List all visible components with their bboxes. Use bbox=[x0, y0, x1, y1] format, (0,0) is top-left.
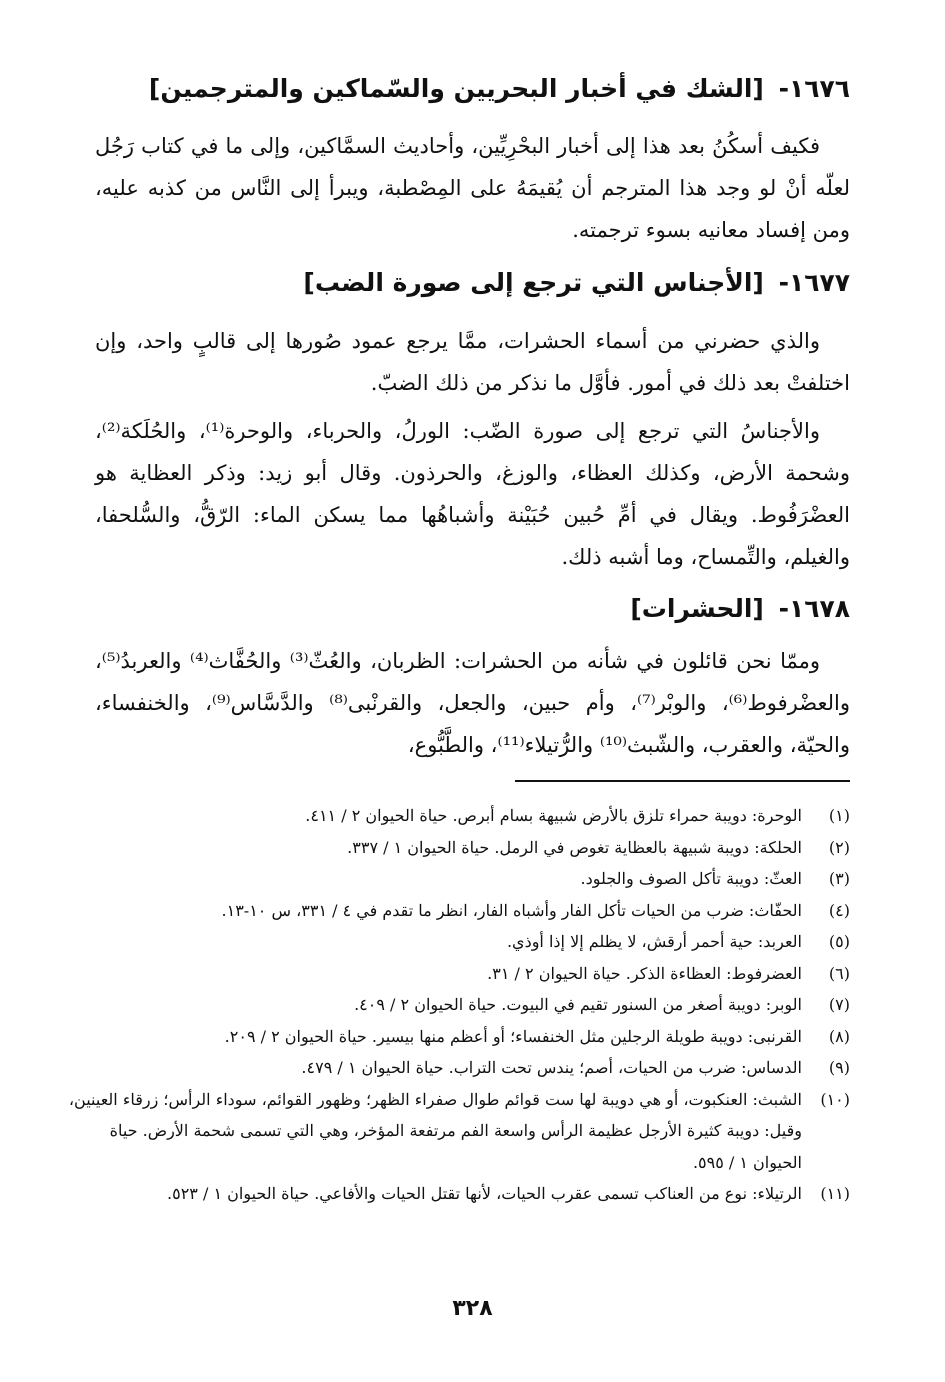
footnote bbox=[68, 1084, 850, 1179]
footnote bbox=[68, 863, 850, 895]
section-number: ١٦٧٨- bbox=[778, 594, 850, 623]
footnote-text: الدساس: ضرب من الحيات، أصم؛ يندس تحت التراب. حياة الحيوان ١ / ٤٧٩. bbox=[301, 1058, 802, 1077]
section-heading-1676 bbox=[60, 72, 850, 106]
section-title: [الحشرات] bbox=[630, 594, 764, 623]
footnote-number: (٣) bbox=[828, 869, 850, 888]
footnote-number: (٨) bbox=[828, 1026, 850, 1046]
footnote-text: الرتيلاء: نوع من العناكب تسمى عقرب الحيات، لأنها تقتل الحيات والأفاعي. حياة الحيوان ١ / ٥٢٣. bbox=[167, 1184, 802, 1203]
footnote bbox=[68, 1021, 850, 1053]
section-heading-1678 bbox=[60, 592, 850, 626]
section-number: ١٦٧٧- bbox=[778, 268, 850, 297]
footnote-number: (١٠) bbox=[820, 1089, 850, 1109]
footnote-text: الحفّاث: ضرب من الحيات تأكل الفار وأشباه الفار، انظر ما تقدم في ٤ / ٣٣١، س ١٠-١٣. bbox=[221, 900, 802, 920]
section-title: [الأجناس التي ترجع إلى صورة الضب] bbox=[303, 268, 764, 297]
footnote bbox=[68, 800, 850, 832]
footnote-number: (٦) bbox=[828, 963, 850, 983]
paragraph-text: والأجناسُ التي ترجع إلى صورة الضّب: الورلُ، والحرباء، والوحرة⁽¹⁾، والحُلَكة⁽²⁾، وشحمة الأرض، وكذلك العظاء، والوزغ، والحرذون. وقال أبو زيد: وذكر العظاية هو العضْرَفُوط. ويقال في أمِّ حُبين حُبَيْنة وأشباهُها مما يسكن الماء: الرّقُّ، والسُّلحفا، والغيلم، والتِّمساح، وما أشبه ذلك. bbox=[95, 419, 850, 569]
footnote-number: (٧) bbox=[828, 995, 850, 1014]
footnote bbox=[68, 926, 850, 958]
footnote-text: الشبث: العنكبوت، أو هي دويبة لها ست قوائم طوال صفراء الظهر؛ وظهور القوائم، سوداء الرأس؛ زرقاء العينين، وقيل: دويبة كثيرة الأرجل عظيمة الرأس واسعة الفم مرتفعة المؤخر، وهي التي تسمى شحمة الأرض. حياة الحيوان ١ / ٥٩٥. bbox=[68, 1089, 802, 1172]
footnote bbox=[68, 958, 850, 990]
section-title: [الشك في أخبار البحريين والسّماكين والمترجمين] bbox=[148, 74, 764, 103]
paragraph-text: وممّا نحن قائلون في شأنه من الحشرات: الظربان، والعُثّ⁽³⁾ والحُفَّاث⁽⁴⁾ والعربدُ⁽⁵⁾، والعضْرفوط⁽⁶⁾، والوبْر⁽⁷⁾، وأم حبين، والجعل، والقرنْبى⁽⁸⁾ والدَّسَّاس⁽⁹⁾، والخنفساء، والحيّة، والعقرب، والشّبث⁽¹⁰⁾ والرُّتيلاء⁽¹¹⁾، والطَّبُّوع، bbox=[95, 649, 850, 757]
footnote-text: العربد: حية أحمر أرقش، لا يظلم إلا إذا أوذي. bbox=[506, 932, 802, 951]
footnote-number: (٢) bbox=[828, 837, 850, 857]
paragraph bbox=[95, 320, 850, 404]
footnote-number: (١) bbox=[828, 806, 850, 825]
section-heading-1677 bbox=[60, 266, 850, 300]
paragraph bbox=[95, 410, 850, 578]
footnote-separator bbox=[515, 780, 850, 782]
footnote bbox=[68, 895, 850, 927]
paragraph bbox=[95, 640, 850, 766]
paragraph bbox=[95, 125, 850, 251]
paragraph-text: والذي حضرني من أسماء الحشرات، ممَّا يرجع عمود صُورها إلى قالبٍ واحد، وإن اختلفتْ بعد ذلك في أمور. فأوَّل ما نذكر من ذلك الضبّ. bbox=[95, 329, 850, 395]
paragraph-text: فكيف أسكُنُ بعد هذا إلى أخبار البحْرِيِّين، وأحاديث السمَّاكين، وإلى ما في كتاب رَجُل لعلّه أنْ لو وجد هذا المترجم أن يُقيمَهُ على المِصْطبة، ويبرأ إلى النَّاس من كذبه عليه، ومن إفساد معانيه بسوء ترجمته. bbox=[95, 134, 850, 242]
footnote-text: الحلكة: دويبة شبيهة بالعظاية تغوص في الرمل. حياة الحيوان ١ / ٣٣٧. bbox=[347, 837, 802, 857]
footnote bbox=[68, 989, 850, 1021]
footnote bbox=[68, 1052, 850, 1084]
footnote-number: (٩) bbox=[828, 1058, 850, 1077]
footnote-text: القرنبى: دويبة طويلة الرجلين مثل الخنفساء؛ أو أعظم منها بيسير. حياة الحيوان ٢ / ٢٠٩. bbox=[224, 1026, 802, 1046]
footnote-number: (٤) bbox=[828, 900, 850, 920]
footnote-number: (١١) bbox=[820, 1184, 850, 1203]
footnote-text: العضرفوط: العظاءة الذكر. حياة الحيوان ٢ / ٣١. bbox=[487, 963, 802, 983]
section-number: ١٦٧٦- bbox=[778, 74, 850, 103]
footnote-text: الوحرة: دويبة حمراء تلزق بالأرض شبيهة بسام أبرص. حياة الحيوان ٢ / ٤١١. bbox=[305, 806, 802, 825]
footnote-text: العثّ: دويبة تأكل الصوف والجلود. bbox=[580, 869, 802, 888]
footnote-text: الوبر: دويبة أصغر من السنور تقيم في البيوت. حياة الحيوان ٢ / ٤٠٩. bbox=[354, 995, 802, 1014]
footnote bbox=[68, 832, 850, 864]
footnotes bbox=[68, 800, 850, 1210]
page-number: ٣٢٨ bbox=[452, 1296, 493, 1321]
footnote bbox=[68, 1178, 850, 1210]
footnote-number: (٥) bbox=[828, 932, 850, 951]
